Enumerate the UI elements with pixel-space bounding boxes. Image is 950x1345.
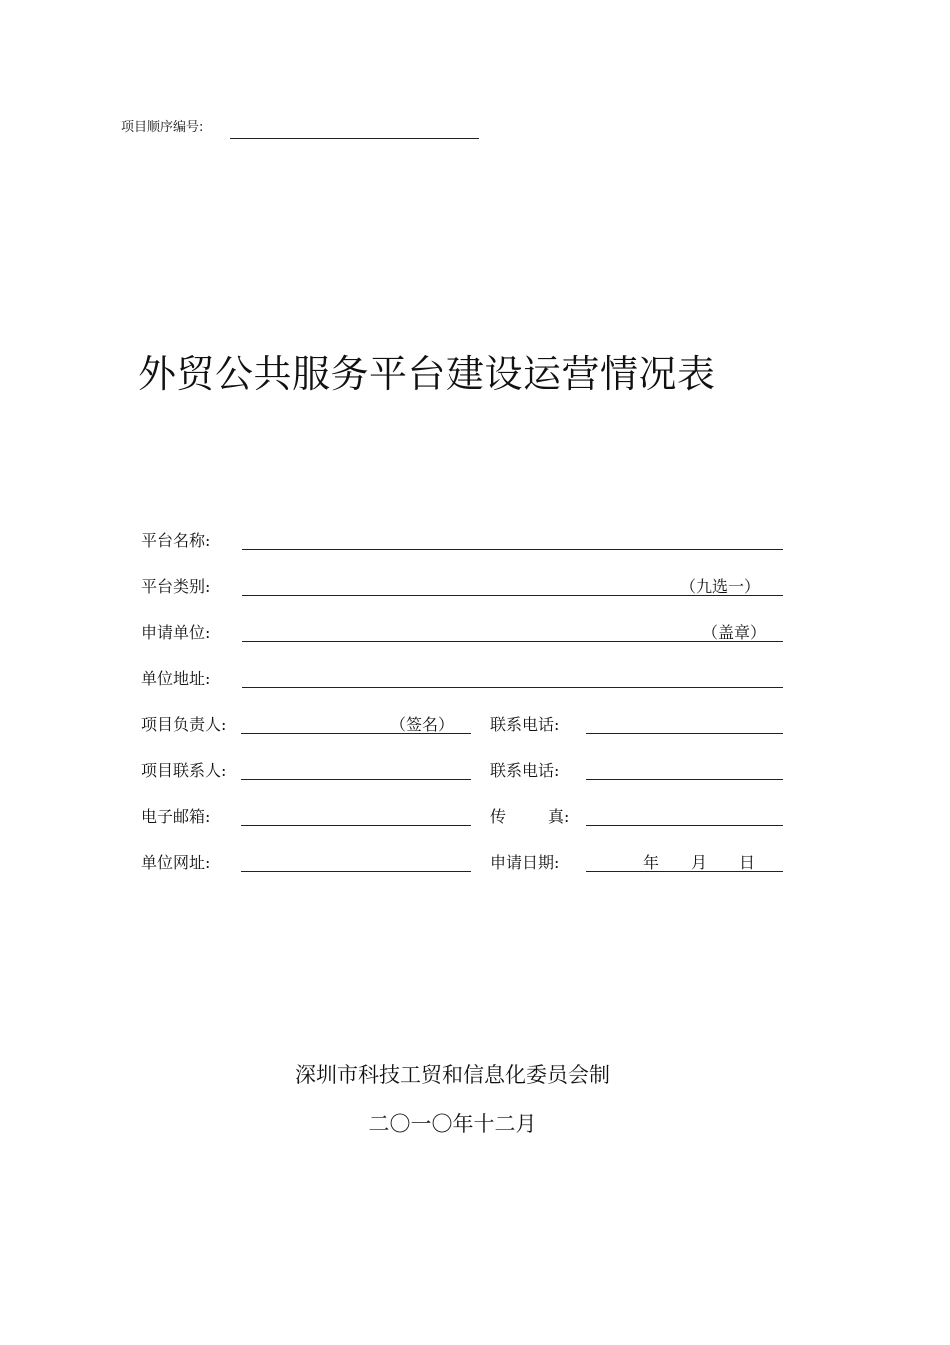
project-lead-label: 项目负责人: <box>141 715 227 734</box>
apply-date-label: 申请日期: <box>490 853 560 872</box>
fax-label-char-1: 传 <box>490 807 507 826</box>
issue-date: 二〇一〇年十二月 <box>368 1112 537 1136</box>
apply-date-field[interactable] <box>586 871 783 872</box>
platform-name-label: 平台名称: <box>141 531 211 550</box>
contact-phone-label: 联系电话: <box>490 761 560 780</box>
contact-phone-field[interactable] <box>586 779 783 780</box>
page-title: 外贸公共服务平台建设运营情况表 <box>138 352 716 396</box>
lead-phone-field[interactable] <box>586 733 783 734</box>
email-field[interactable] <box>241 825 471 826</box>
serial-number-label: 项目顺序编号: <box>121 120 204 135</box>
platform-name-field[interactable] <box>242 549 783 550</box>
project-lead-field[interactable] <box>241 733 471 734</box>
project-lead-sign-note: （签名） <box>390 715 455 734</box>
platform-category-label: 平台类别: <box>141 577 211 596</box>
applicant-seal-note: （盖章） <box>702 623 767 642</box>
website-label: 单位网址: <box>141 853 211 872</box>
serial-number-field[interactable] <box>230 138 479 139</box>
applicant-field[interactable] <box>242 641 783 642</box>
address-label: 单位地址: <box>141 669 211 688</box>
fax-field[interactable] <box>586 825 783 826</box>
issuer-line: 深圳市科技工贸和信息化委员会制 <box>295 1063 610 1087</box>
applicant-label: 申请单位: <box>141 623 211 642</box>
date-year-unit: 年 <box>643 853 660 872</box>
date-month-unit: 月 <box>691 853 708 872</box>
project-contact-label: 项目联系人: <box>141 761 227 780</box>
address-field[interactable] <box>242 687 783 688</box>
platform-category-note: （九选一） <box>680 577 761 596</box>
fax-label-char-2: 真: <box>548 807 570 826</box>
lead-phone-label: 联系电话: <box>490 715 560 734</box>
email-label: 电子邮箱: <box>141 807 211 826</box>
platform-category-field[interactable] <box>242 595 783 596</box>
website-field[interactable] <box>241 871 471 872</box>
date-day-unit: 日 <box>739 853 756 872</box>
project-contact-field[interactable] <box>241 779 471 780</box>
